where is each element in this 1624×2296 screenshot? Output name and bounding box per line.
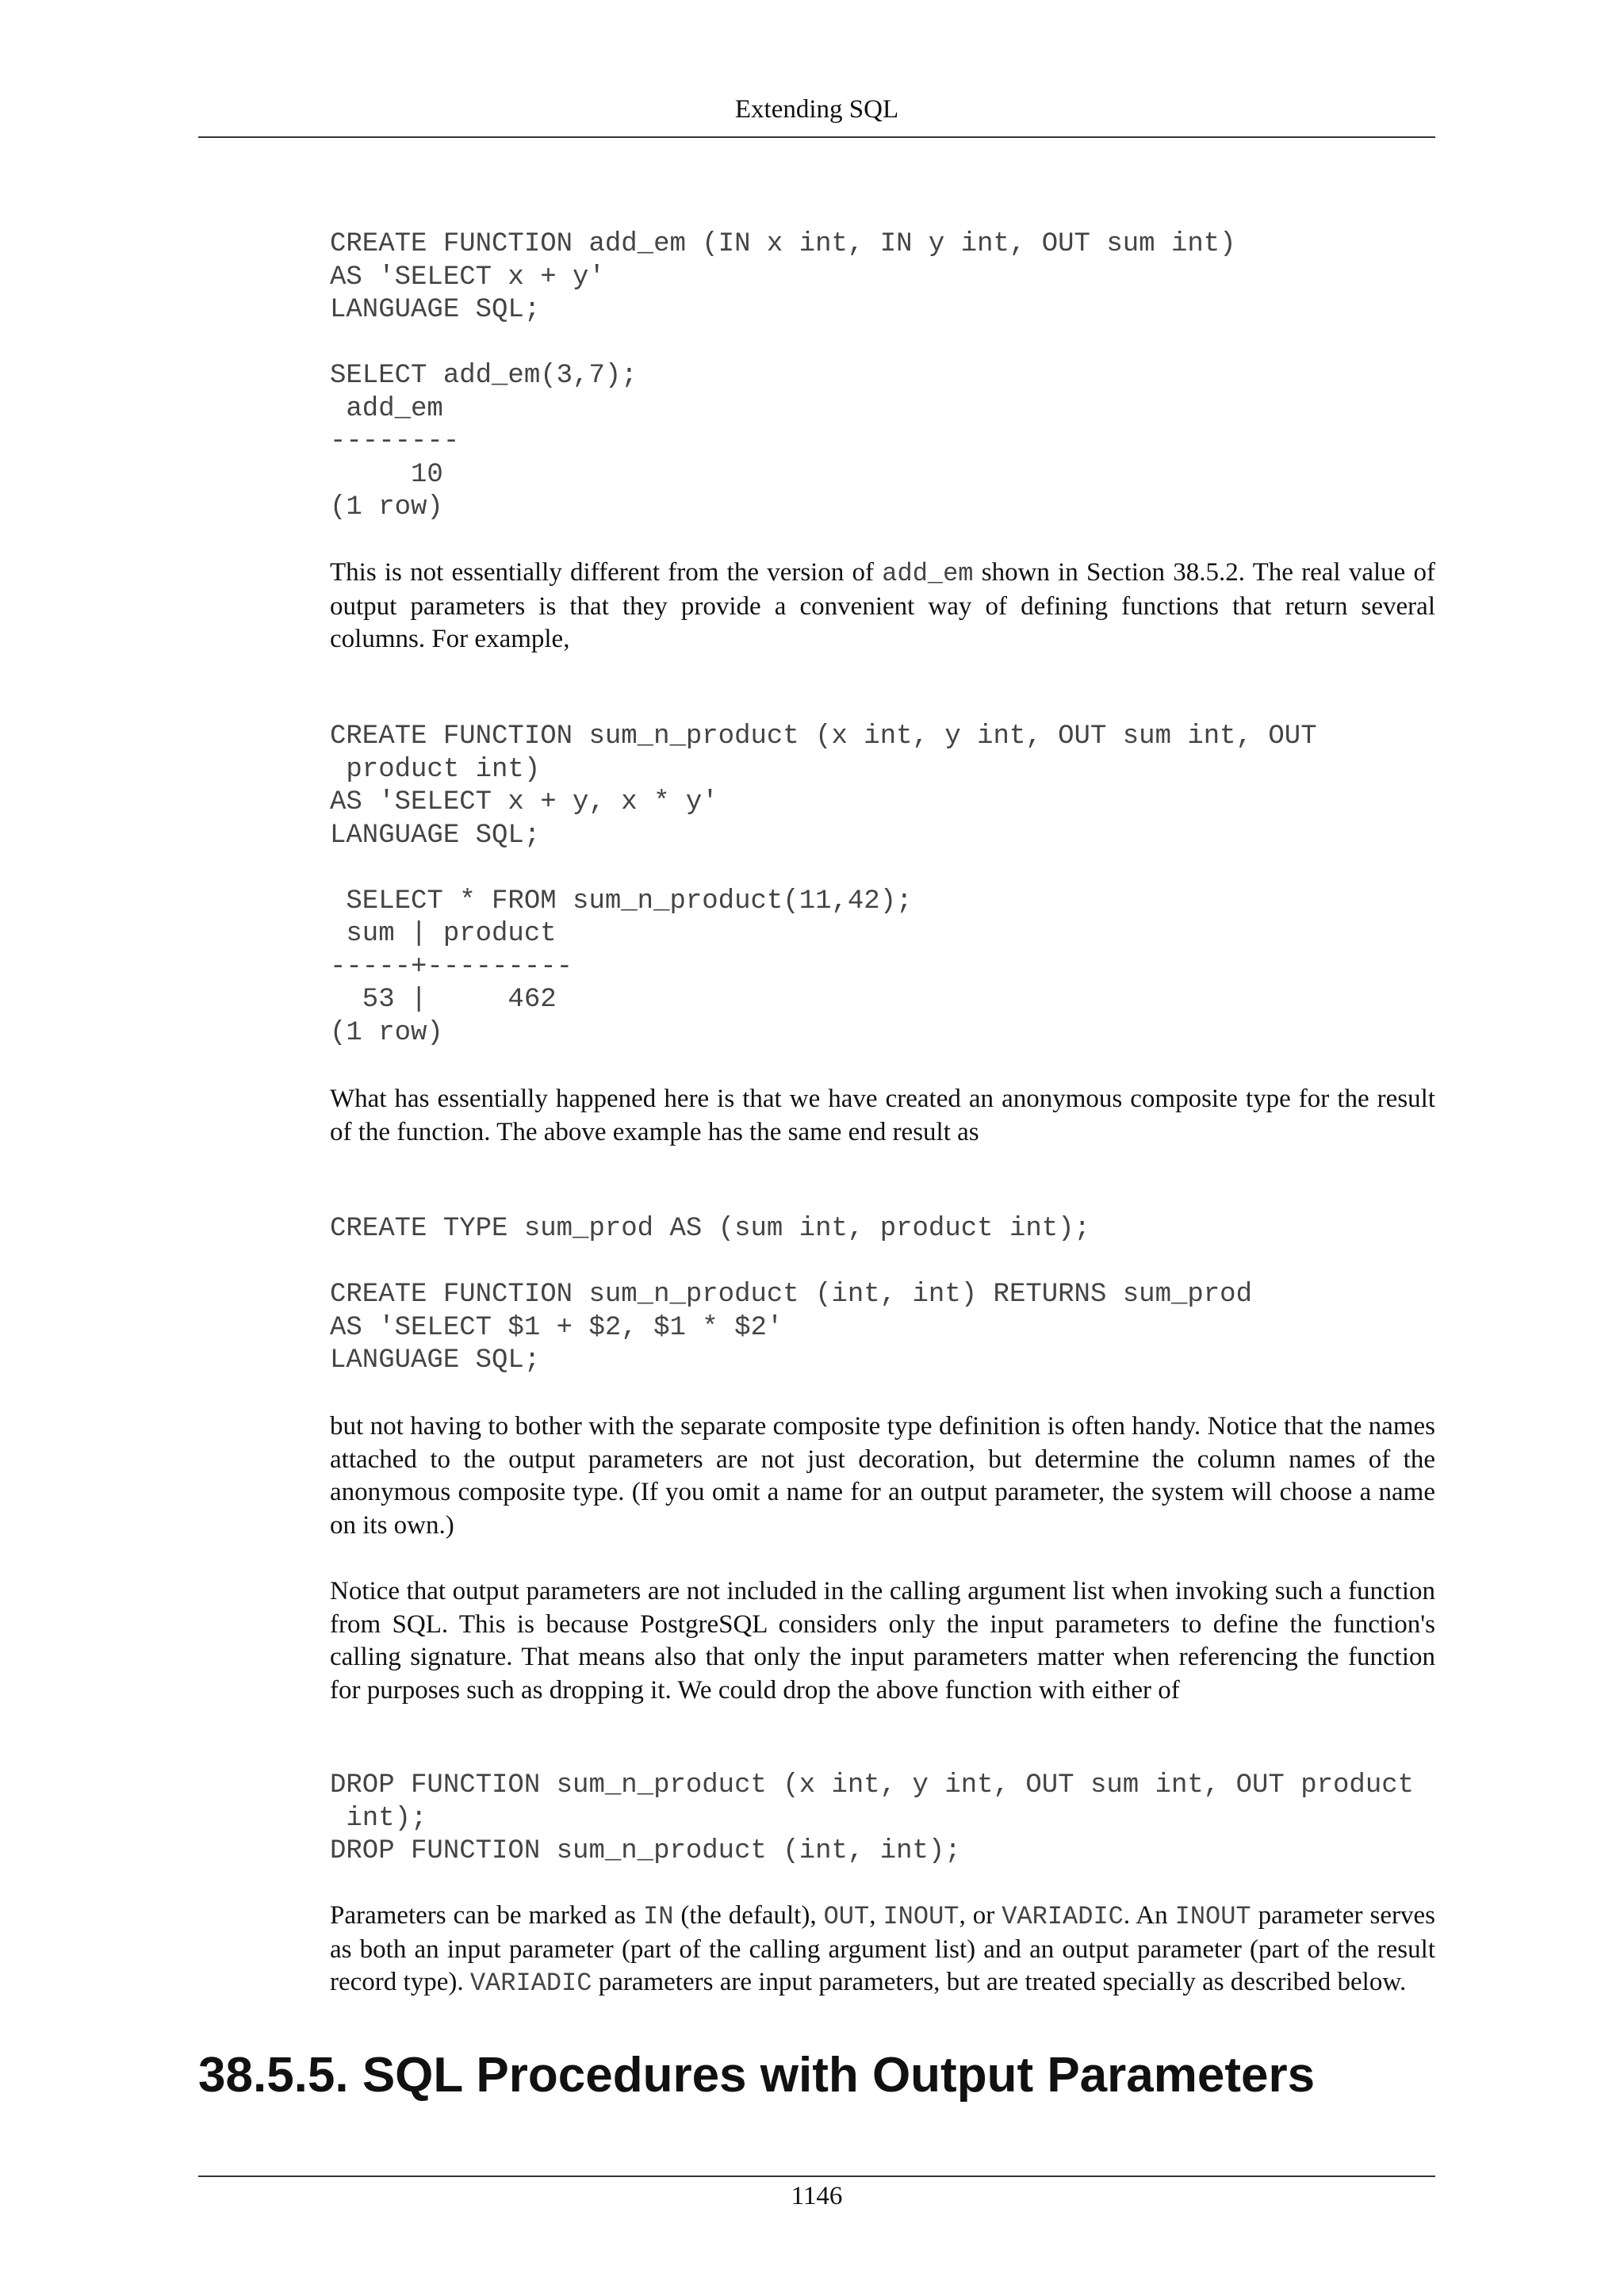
running-header: Extending SQL <box>734 95 899 124</box>
code-block-add-em: CREATE FUNCTION add_em (IN x int, IN y int, OUT sum int) AS 'SELECT x + y' LANGUAGE SQL; SELECT add_em(3,7); add_em -------- 10 (1 row) <box>330 229 1236 522</box>
text-run: parameters are input parameters, but are treated specially as described below. <box>592 1968 1407 1996</box>
footer-rule <box>198 2175 1435 2177</box>
code-block-sum-n-product: CREATE FUNCTION sum_n_product (x int, y int, OUT sum int, OUT product int) AS 'SELECT x + y, x * y' LANGUAGE SQL; SELECT * FROM sum_n_product(11,42); sum | product -----+--------- 53 | 462 (1 row) <box>330 721 1317 1048</box>
paragraph-anonymous-composite: What has essentially happened here is that we have created an anonymous composite type for the result of the function. The above example has the same end result as <box>330 1085 1435 1146</box>
paragraph-parameter-modes <box>330 1900 1435 2000</box>
inline-code-variadic: VARIADIC <box>1002 1902 1124 1931</box>
inline-code-in: IN <box>643 1902 674 1931</box>
text-run: Parameters can be marked as <box>330 1901 643 1930</box>
code-block-drop-function: DROP FUNCTION sum_n_product (x int, y int, OUT sum int, OUT product int); DROP FUNCTION sum_n_product (int, int); <box>330 1770 1415 1866</box>
inline-code-out: OUT <box>823 1902 870 1931</box>
page-number: 1146 <box>791 2182 843 2210</box>
header-rule <box>198 136 1435 138</box>
text-run: parameter serves as both an input parameter (part of the calling argument list) and an output parameter (part of the result record type). <box>330 1901 1436 1996</box>
text-run: This is not essentially different from the version of <box>330 558 883 587</box>
text-run: shown in Section 38.5.2. The real value of output parameters is that they provide a convenient way of defining functions that return several columns. For example, <box>330 558 1435 653</box>
paragraph-output-params-value <box>330 557 1435 656</box>
text-run: , <box>869 1901 883 1930</box>
inline-code-add-em: add_em <box>882 559 974 588</box>
inline-code-inout: INOUT <box>1174 1902 1251 1931</box>
code-block-sum-prod-type: CREATE TYPE sum_prod AS (sum int, product int); CREATE FUNCTION sum_n_product (int, int) RETURNS sum_prod AS 'SELECT $1 + $2, $1 * $2' LANGUAGE SQL; <box>330 1214 1252 1376</box>
text-run: . An <box>1123 1901 1175 1930</box>
inline-code-inout: INOUT <box>883 1902 959 1931</box>
text-run: (the default), <box>673 1901 824 1930</box>
section-heading: 38.5.5. SQL Procedures with Output Parameters <box>198 2048 1316 2103</box>
paragraph-calling-signature: Notice that output parameters are not included in the calling argument list when invoking such a function from SQL. This is because PostgreSQL considers only the input parameters to define the function's calling signature. That means also that only the input parameters matter when referencing the function for purposes such as dropping it. We could drop the above function with either of <box>330 1577 1435 1705</box>
inline-code-variadic: VARIADIC <box>469 1969 592 1998</box>
paragraph-composite-type-handy: but not having to bother with the separate composite type definition is often handy. Notice that the names attached to the output parameters are not just decoration, but determine the column names of the anonymous composite type. (If you omit a name for an output parameter, the system will choose a name on its own.) <box>330 1412 1435 1540</box>
text-run: , or <box>959 1901 1002 1930</box>
